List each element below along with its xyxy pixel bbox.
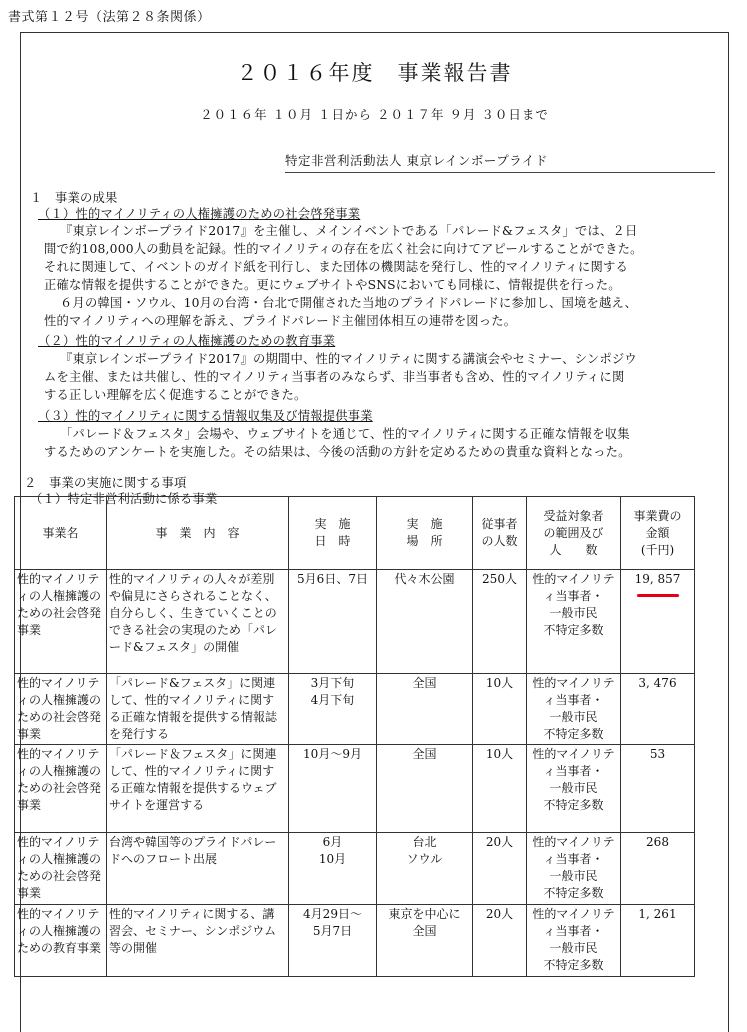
- red-underline-mark: [637, 594, 679, 597]
- cell-content: 性的マイノリティの人々が差別や偏見にさらされることなく、自分らしく、生きていくことのできる社会の実現のため「パレード&フェスタ」の開催: [107, 570, 289, 674]
- paragraph-line: 『東京レインボープライド2017』の期間中、性的マイノリティに関する講演会やセミナー、シンポジウ: [60, 352, 637, 366]
- cell-amount: 3, 476: [621, 674, 695, 745]
- form-number: 書式第１２号（法第２８条関係）: [8, 10, 211, 25]
- cell-name: 性的マイノリティの人権擁護のための社会啓発事業: [15, 745, 107, 833]
- cell-name: 性的マイノリティの人権擁護のための社会啓発事業: [15, 833, 107, 905]
- paragraph-line: するためのアンケートを実施した。その結果は、今後の活動の方針を定めるための貴重な資料となった。: [44, 445, 631, 459]
- report-period: ２０１６年 １０月 １日から ２０１７年 ９月 ３０日まで: [200, 107, 549, 122]
- section1-sub1-heading: （１）性的マイノリティの人権擁護のための社会啓発事業: [38, 207, 361, 221]
- cell-name: 性的マイノリティの人権擁護のための教育事業: [15, 905, 107, 977]
- table-header-row: [15, 497, 695, 570]
- cell-staff: 20人: [473, 905, 527, 977]
- cell-beneficiary: 性的マイノリティ当事者・ 一般市民 不特定多数: [527, 674, 621, 745]
- table-row: [15, 570, 695, 674]
- paragraph-line: ムを主催、または共催し、性的マイノリティ当事者のみならず、非当事者も含め、性的マイノリティに関: [44, 370, 625, 384]
- cell-beneficiary: 性的マイノリティ当事者・ 一般市民 不特定多数: [527, 570, 621, 674]
- cell-beneficiary: 性的マイノリティ当事者・ 一般市民 不特定多数: [527, 833, 621, 905]
- cell-amount: 268: [621, 833, 695, 905]
- header-beneficiary: 受益対象者 の範囲及び 人 数: [527, 497, 621, 570]
- paragraph-line: 間で約108,000人の動員を記録。性的マイノリティの存在を広く社会に向けてアピールすることができた。: [44, 242, 643, 256]
- cell-content: 「パレード＆フェスタ」に関連して、性的マイノリティに関する正確な情報を提供するウェブサイトを運営する: [107, 745, 289, 833]
- paragraph-line: する正しい理解を広く促進することができた。: [44, 388, 307, 402]
- organization-name: 特定非営利活動法人 東京レインボープライド: [285, 153, 548, 168]
- paragraph-line: 正確な情報を提供することができた。更にウェブサイトやSNSにおいても同様に、情報提供を行った。: [44, 278, 621, 292]
- cell-staff: 20人: [473, 833, 527, 905]
- table-row: [15, 745, 695, 833]
- cell-place: 東京を中心に 全国: [377, 905, 473, 977]
- cell-place: 台北 ソウル: [377, 833, 473, 905]
- cell-staff: 10人: [473, 745, 527, 833]
- organization-underline: [285, 172, 715, 173]
- cell-staff: 250人: [473, 570, 527, 674]
- section2-subheading: （１）特定非営利活動に係る事業: [30, 492, 218, 506]
- cell-place: 代々木公園: [377, 570, 473, 674]
- paragraph-line: それに関連して、イベントのガイド紙を刊行し、また団体の機関誌を発行し、性的マイノリティに関する: [44, 260, 629, 274]
- header-content: 事 業 内 容: [107, 497, 289, 570]
- business-table: [14, 496, 695, 977]
- cell-beneficiary: 性的マイノリティ当事者・ 一般市民 不特定多数: [527, 905, 621, 977]
- section1-sub3-heading: （３）性的マイノリティに関する情報収集及び情報提供事業: [38, 409, 373, 423]
- amount-value: 19, 857: [634, 572, 681, 586]
- cell-name: 性的マイノリティの人権擁護のための社会啓発事業: [15, 570, 107, 674]
- header-staff: 従事者 の人数: [473, 497, 527, 570]
- cell-date: 10月〜9月: [289, 745, 377, 833]
- table-row: [15, 833, 695, 905]
- cell-date: 6月 10月: [289, 833, 377, 905]
- table-row: [15, 905, 695, 977]
- cell-date: 5月6日、7日: [289, 570, 377, 674]
- header-name: 事業名: [15, 497, 107, 570]
- cell-content: 性的マイノリティに関する、講習会、セミナー、シンポジウム等の開催: [107, 905, 289, 977]
- header-amount: 事業費の 金額 (千円): [621, 497, 695, 570]
- table-row: [15, 674, 695, 745]
- document-title: ２０１６年度 事業報告書: [236, 61, 513, 85]
- cell-staff: 10人: [473, 674, 527, 745]
- paragraph-line: 性的マイノリティへの理解を訴え、プライドパレード主催団体相互の連帯を図った。: [44, 314, 517, 328]
- paragraph-line: 「パレード＆フェスタ」会場や、ウェブサイトを通じて、性的マイノリティに関する正確な情報を収集: [60, 427, 630, 441]
- paragraph-line: ６月の韓国・ソウル、10月の台湾・台北で開催された当地のプライドパレードに参加し、国境を越え、: [60, 296, 638, 310]
- header-place: 実 施 場 所: [377, 497, 473, 570]
- cell-content: 台湾や韓国等のプライドパレードへのフロート出展: [107, 833, 289, 905]
- cell-name: 性的マイノリティの人権擁護のための社会啓発事業: [15, 674, 107, 745]
- section1-heading: １ 事業の成果: [30, 191, 118, 205]
- cell-beneficiary: 性的マイノリティ当事者・ 一般市民 不特定多数: [527, 745, 621, 833]
- cell-place: 全国: [377, 674, 473, 745]
- cell-content: 「パレード&フェスタ」に関連して、性的マイノリティに関する正確な情報を提供する情報誌を発行する: [107, 674, 289, 745]
- cell-amount-highlighted: [621, 570, 695, 674]
- cell-place: 全国: [377, 745, 473, 833]
- cell-amount: 1, 261: [621, 905, 695, 977]
- section1-sub2-heading: （２）性的マイノリティの人権擁護のための教育事業: [38, 334, 336, 348]
- cell-date: 3月下旬 4月下旬: [289, 674, 377, 745]
- paragraph-line: 『東京レインボープライド2017』を主催し、メインイベントである「パレード&フェスタ」では、２日: [60, 224, 638, 238]
- cell-amount: 53: [621, 745, 695, 833]
- section2-heading: ２ 事業の実施に関する事項: [24, 476, 187, 490]
- header-date: 実 施 日 時: [289, 497, 377, 570]
- cell-date: 4月29日〜 5月7日: [289, 905, 377, 977]
